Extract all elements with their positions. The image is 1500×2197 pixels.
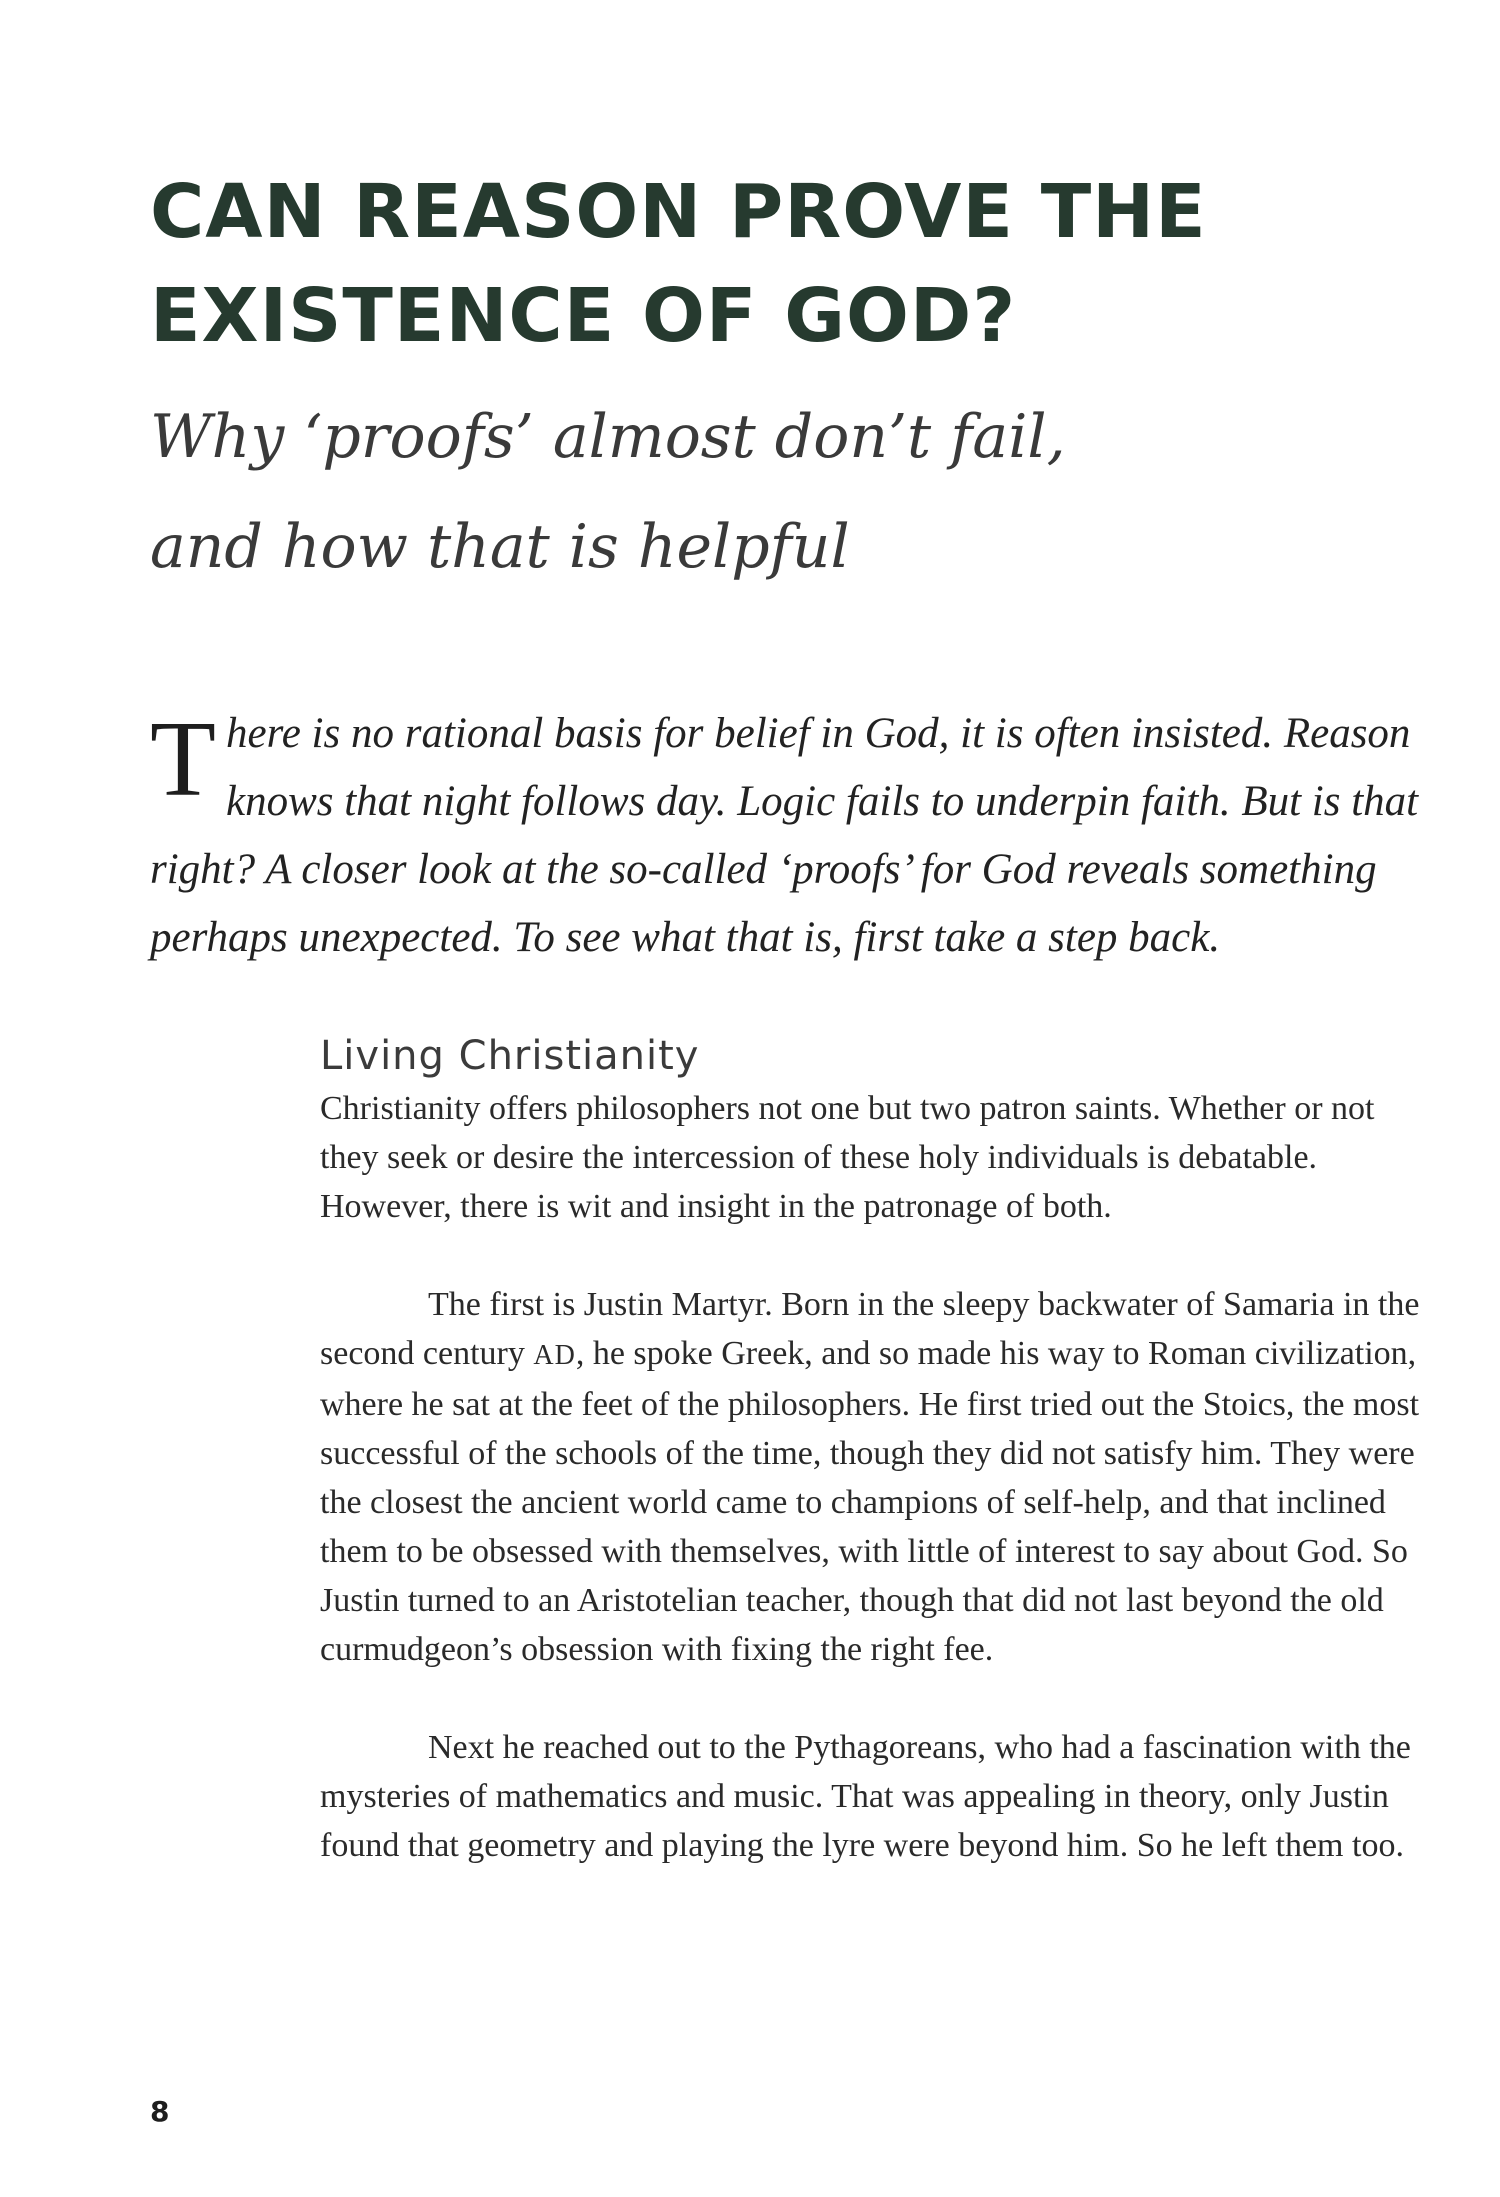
chapter-title-line-1: CAN REASON PROVE THE (150, 169, 1207, 255)
chapter-subtitle (150, 382, 1350, 602)
section-heading: Living Christianity (320, 1033, 700, 1079)
body-paragraph-2 (320, 1280, 1420, 1674)
chapter-subtitle-line-2: and how that is helpful (150, 512, 850, 582)
chapter-title-line-2: EXISTENCE OF GOD? (150, 273, 1017, 359)
body-paragraph-2-part-1: The first is Justin Martyr. Born in the sleepy backwater of Samaria in the second century (320, 1286, 1420, 1372)
drop-cap: T (150, 700, 216, 819)
living-christianity-section (320, 1030, 1420, 1919)
intro-paragraph (150, 700, 1475, 972)
era-abbreviation: AD (533, 1340, 576, 1371)
body-paragraph-2-part-2: , he spoke Greek, and so made his way to Roman civilization, where he sat at the feet of the philosophers. He first tried out the Stoics, the most successful of the schools of the time, though they did not satisfy him. They were the closest the ancient world came to champions of self-help, and that inclined them to be obsessed with themselves, with little of interest to say about God. So Justin turned to an Aristotelian teacher, though that did not last beyond the old curmudgeon’s obsession with fixing the right fee. (320, 1335, 1420, 1668)
intro-text: here is no rational basis for belief in God, it is often insisted. Reason knows that night follows day. Logic fails to underpin faith. But is that right? A closer look at the so-called ‘proofs’ for God reveals something perhaps unexpected. To see what that is, first take a step back. (150, 710, 1419, 961)
page-number: 8 (150, 2095, 170, 2128)
body-paragraph-1: Christianity offers philosophers not one but two patron saints. Whether or not they seek or desire the intercession of these holy individuals is debatable. However, there is wit and insight in the patronage of both. (320, 1090, 1375, 1225)
body-paragraph-3: Next he reached out to the Pythagoreans, who had a fascination with the mysteries of mathematics and music. That was appealing in theory, only Justin found that geometry and playing the lyre were beyond him. So he left them too. (320, 1729, 1411, 1864)
chapter-title (150, 160, 1350, 368)
chapter-subtitle-line-1: Why ‘proofs’ almost don’t fail, (150, 402, 1066, 472)
